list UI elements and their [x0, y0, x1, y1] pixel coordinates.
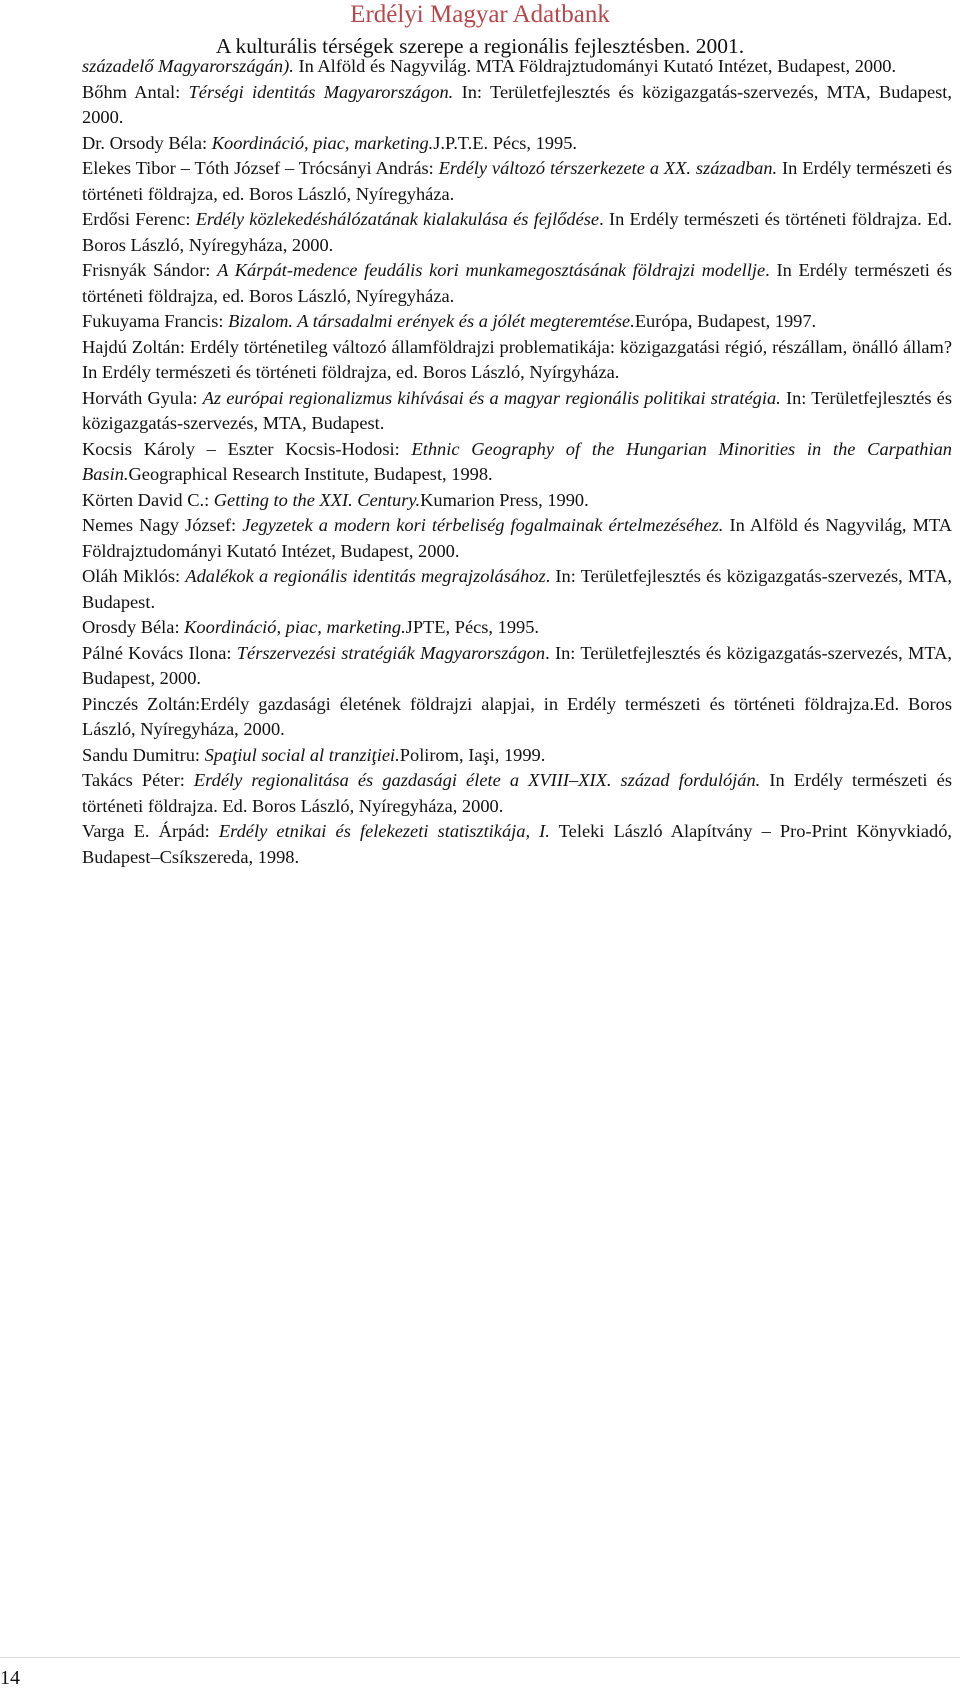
reference-title: Erdély regionalitása és gazdasági élete a XVIII–XIX. század fordulóján. — [193, 770, 761, 790]
reference-entry — [82, 564, 952, 615]
reference-title: Ethnic Geography of the Hungarian Minorities in the Carpathian Basin. — [82, 438, 952, 484]
site-title: Erdélyi Magyar Adatbank — [350, 1, 610, 28]
reference-entry — [82, 335, 952, 386]
reference-text: Frisnyák Sándor: — [82, 260, 218, 280]
reference-text: Bőhm Antal: — [82, 81, 189, 102]
reference-text: . In Erdély természeti és történeti földrajza, ed. Boros László, Nyíregyháza. — [82, 260, 952, 306]
reference-entry — [82, 437, 952, 488]
reference-text: Kocsis Károly – Eszter Kocsis-Hodosi: — [82, 438, 412, 459]
footer-divider — [0, 1657, 960, 1658]
reference-text: In: Területfejlesztés és közigazgatás-szervezés, MTA, Budapest. — [82, 387, 952, 433]
reference-entry — [82, 768, 952, 819]
reference-text: In Erdély természeti és történeti földrajza, ed. Boros László, Nyíregyháza. — [82, 158, 953, 204]
reference-title: Térszervezési stratégiák Magyarországon — [236, 642, 546, 663]
reference-text: In Erdély természeti és történeti földrajza. Ed. Boros László, Nyíregyháza, 2000. — [82, 770, 952, 816]
reference-entry — [82, 131, 952, 157]
reference-text: . In: Területfejlesztés és közigazgatás-szervezés, MTA, Budapest, 2000. — [82, 642, 952, 688]
reference-text: Pinczés Zoltán:Erdély gazdasági életének földrajzi alapjai, in Erdély természeti és történeti földrajza.Ed. Boros László, Nyíregyháza, 2000. — [82, 693, 952, 739]
reference-title: Koordináció, piac, marketing. — [184, 617, 406, 637]
reference-title: Bizalom. A társadalmi erények és a jólét megteremtése. — [228, 311, 635, 331]
reference-entry — [82, 207, 952, 258]
reference-text: Dr. Orsody Béla: — [82, 132, 212, 153]
reference-entry — [82, 615, 952, 641]
reference-text: Teleki László Alapítvány – Pro-Print Könyvkiadó, Budapest–Csíkszereda, 1998. — [82, 821, 953, 867]
reference-entry — [82, 488, 952, 514]
reference-title: A Kárpát-medence feudális kori munkamegosztásának földrajzi modellje — [217, 260, 766, 280]
reference-text: Orosdy Béla: — [82, 617, 185, 637]
reference-entry — [82, 258, 952, 309]
reference-entry — [82, 743, 952, 769]
reference-text: JPTE, Pécs, 1995. — [405, 617, 540, 637]
reference-text: . In Erdély természeti és történeti földrajza. Ed. Boros László, Nyíregyháza, 2000. — [82, 209, 953, 255]
reference-text: In Alföld és Nagyvilág, MTA Földrajztudományi Kutató Intézet, Budapest, 2000. — [82, 515, 952, 561]
reference-text: Sandu Dumitru: — [82, 744, 205, 765]
reference-text: Elekes Tibor – Tóth József – Trócsányi András: — [82, 158, 439, 178]
document-title: A kulturális térségek szerepe a regionális fejlesztésben. 2001. — [215, 34, 745, 58]
reference-title: Adalékok a regionális identitás megrajzolásához — [185, 566, 546, 586]
reference-text: Takács Péter: — [82, 770, 194, 790]
reference-title: Getting to the XXI. Century. — [213, 489, 421, 510]
reference-entry — [82, 156, 952, 207]
reference-text: . In: Területfejlesztés és közigazgatás-szervezés, MTA, Budapest. — [82, 566, 952, 612]
reference-entry — [82, 386, 952, 437]
reference-entry — [82, 692, 952, 743]
reference-text: Kumarion Press, 1990. — [420, 489, 589, 510]
reference-title: Térségi identitás Magyarországon. — [188, 81, 454, 102]
reference-text: J.P.T.E. Pécs, 1995. — [433, 132, 577, 153]
reference-text: Nemes Nagy József: — [82, 515, 243, 535]
reference-title: Koordináció, piac, marketing. — [211, 132, 434, 153]
reference-title: Erdély változó térszerkezete a XX. században. — [438, 158, 778, 178]
reference-entry — [82, 80, 952, 131]
reference-text: Fukuyama Francis: — [82, 311, 229, 331]
reference-text: Hajdú Zoltán: Erdély történetileg változó államföldrajzi problematikája: közigazgatási régió, részállam, önálló állam?In Erdély természeti és történeti földrajza, ed. Boros László, Nyírgyháza. — [82, 336, 952, 382]
reference-title: Jegyzetek a modern kori térbeliség fogalmainak értelmezéséhez. — [242, 515, 724, 535]
bibliography — [82, 54, 952, 870]
reference-text: Erdősi Ferenc: — [82, 209, 196, 229]
reference-text: Polirom, Iaşi, 1999. — [399, 744, 546, 765]
reference-text: Körten David C.: — [82, 489, 214, 510]
reference-entry — [82, 54, 952, 80]
reference-title: Erdély etnikai és felekezeti statisztikája, I. — [218, 821, 550, 841]
reference-text: In Alföld és Nagyvilág. MTA Földrajztudományi Kutató Intézet, Budapest, 2000. — [293, 56, 897, 76]
reference-text: Varga E. Árpád: — [82, 821, 219, 841]
reference-text: Oláh Miklós: — [82, 566, 186, 586]
reference-title: Spaţiul social al tranziţiei. — [204, 744, 400, 765]
reference-text: Európa, Budapest, 1997. — [634, 311, 817, 331]
reference-title: Erdély közlekedéshálózatának kialakulása és fejlődése — [195, 209, 600, 229]
reference-entry — [82, 309, 952, 335]
reference-text: Horváth Gyula: — [82, 387, 203, 408]
reference-entry — [82, 641, 952, 692]
reference-text: Geographical Research Institute, Budapest, 1998. — [128, 464, 493, 484]
page-number: 14 — [0, 1667, 20, 1689]
reference-title: századelő Magyarországán). — [82, 56, 294, 76]
reference-entry — [82, 819, 952, 870]
reference-text: In: Területfejlesztés és közigazgatás-szervezés, MTA, Budapest, 2000. — [82, 81, 952, 127]
reference-text: Pálné Kovács Ilona: — [82, 642, 237, 663]
reference-entry — [82, 513, 952, 564]
reference-title: Az európai regionalizmus kihívásai és a magyar regionális politikai stratégia. — [202, 387, 781, 408]
